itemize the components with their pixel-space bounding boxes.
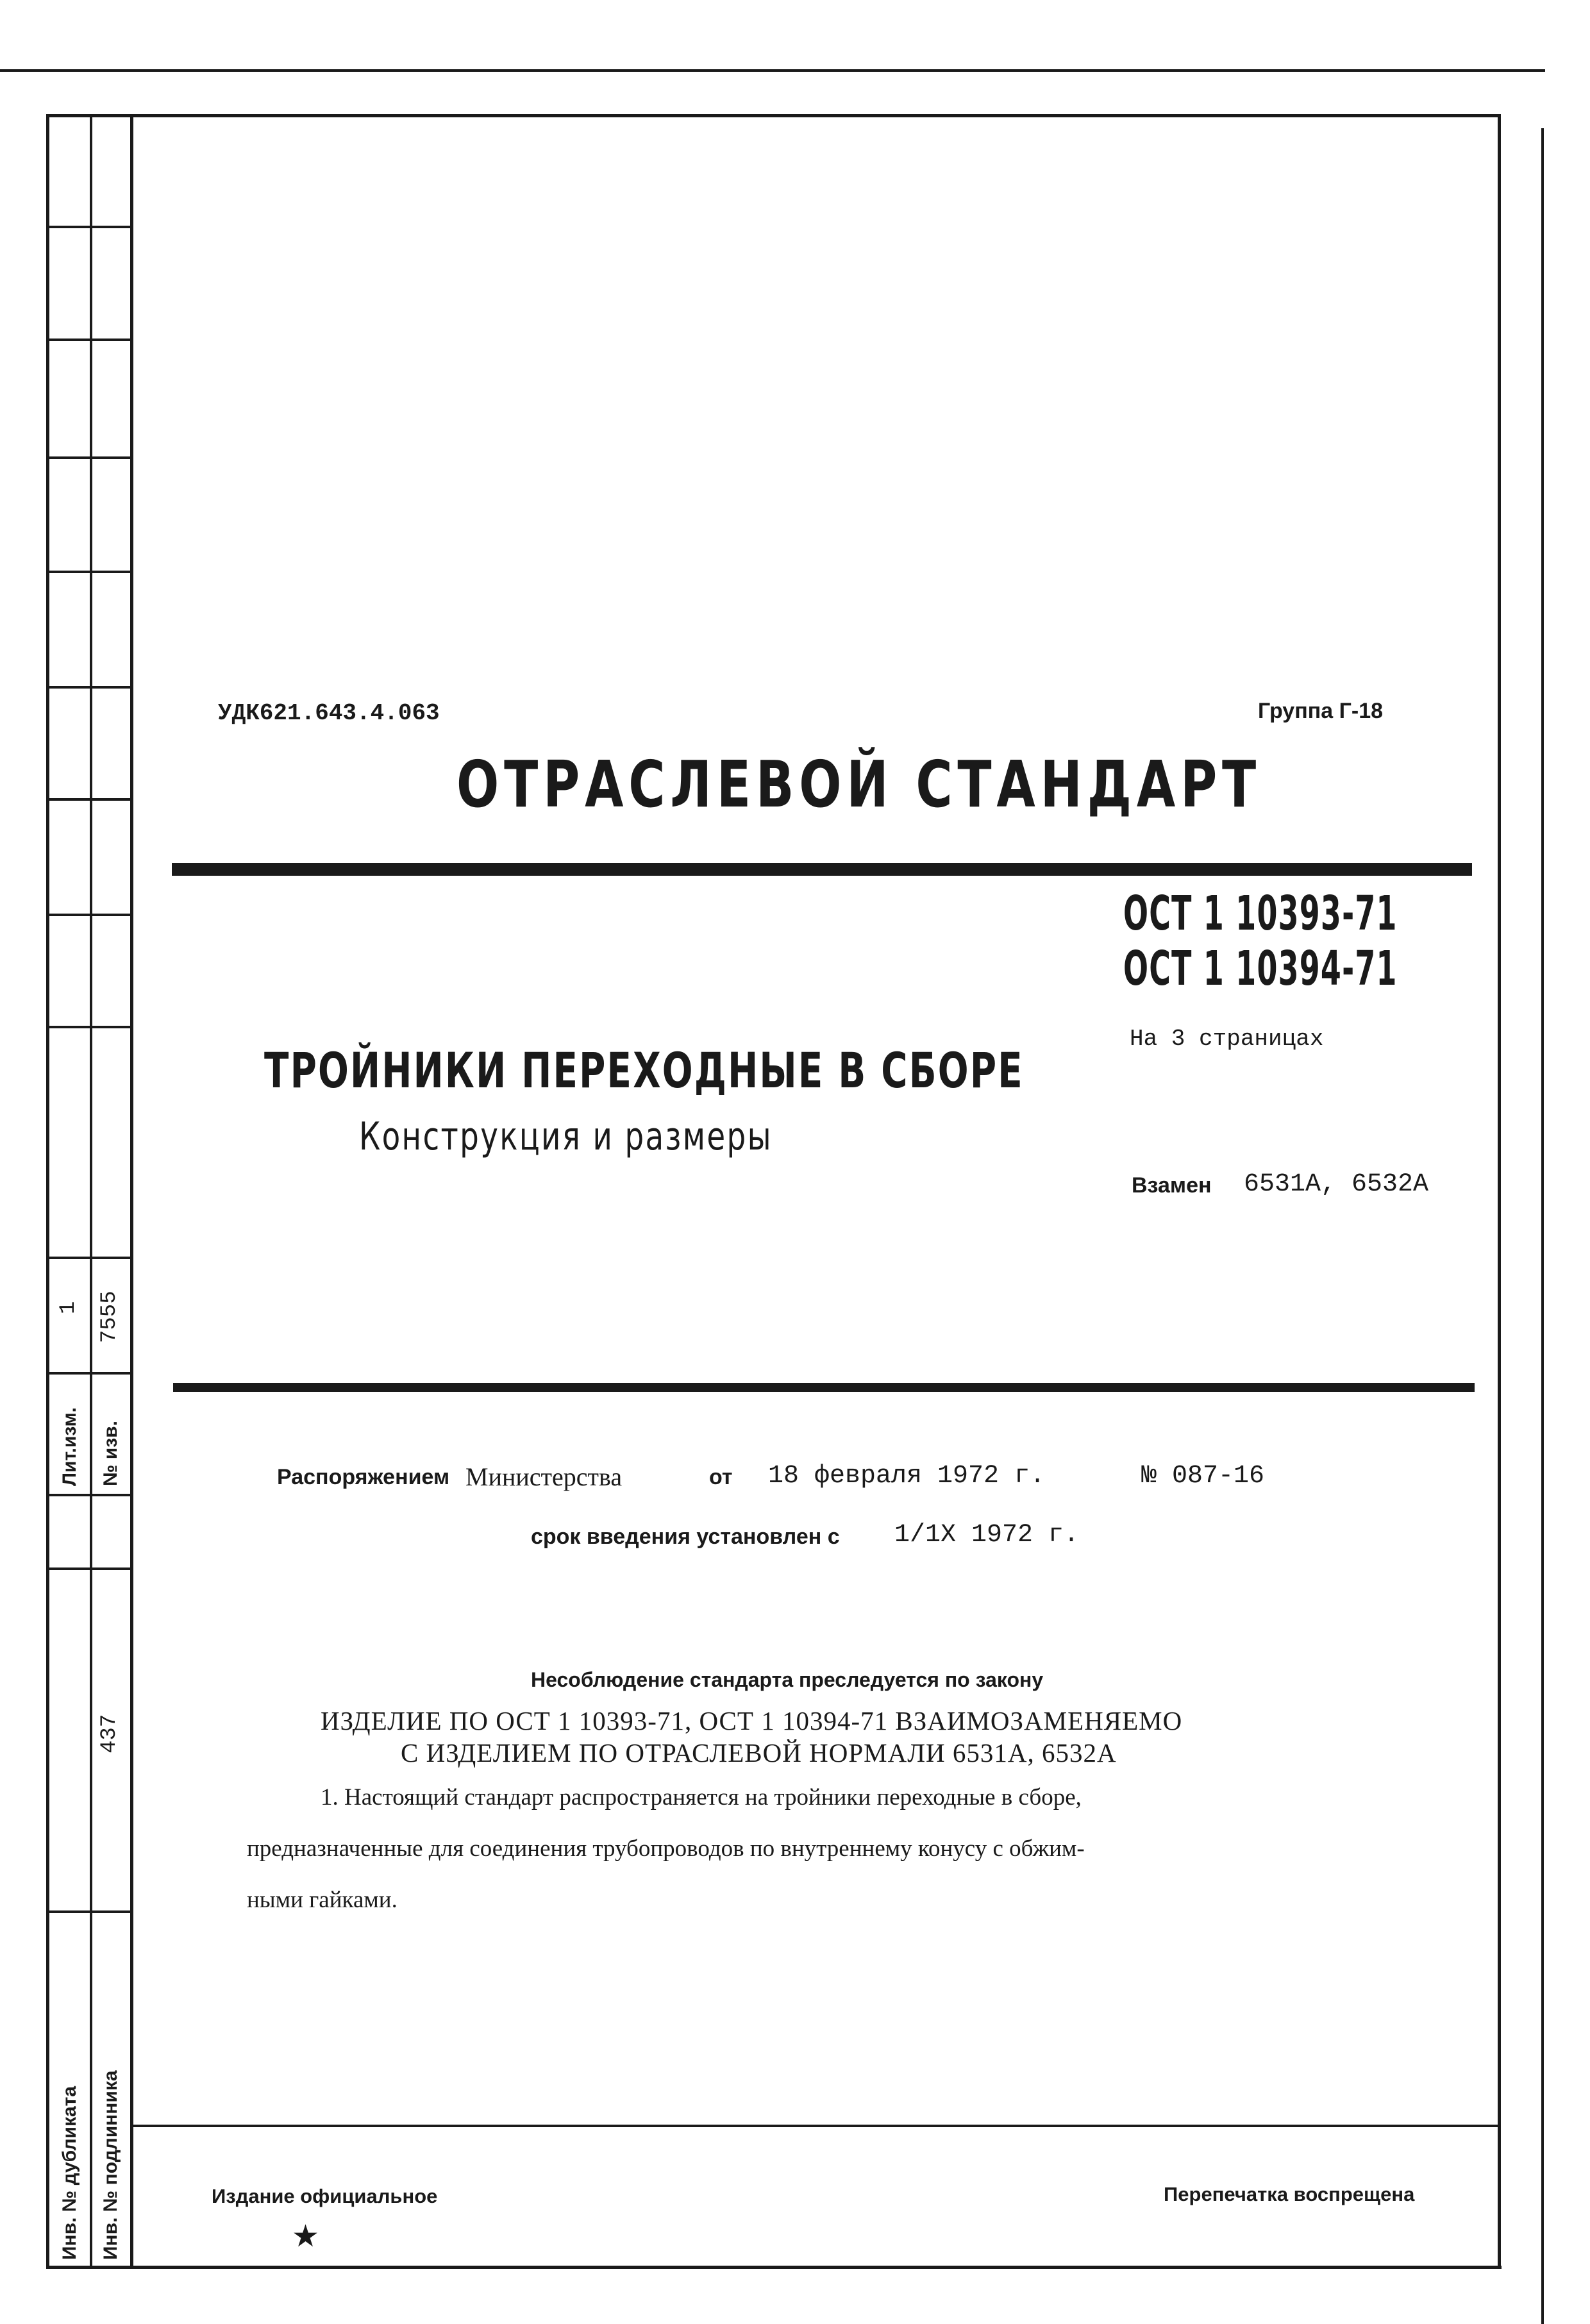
subject-title: ТРОЙНИКИ ПЕРЕХОДНЫЕ В СБОРЕ [264, 1042, 1024, 1099]
subject-subtitle: Конструкция и размеры [359, 1114, 773, 1159]
page-right-edge [1541, 128, 1544, 2324]
legal-warning: Несоблюдение стандарта преследуется по закону [531, 1668, 1044, 1691]
frame-right [1498, 114, 1501, 2268]
replaces-label: Взамен [1132, 1173, 1212, 1198]
paragraph-line-2: предназначенные для соединения трубопроводов по внутреннему конусу с обжим- [247, 1835, 1085, 1862]
frame-inner-left [130, 114, 133, 2268]
designation-1: ОСТ 1 10393-71 [1123, 886, 1398, 941]
frame-top [46, 114, 1500, 117]
designation-2: ОСТ 1 10394-71 [1123, 941, 1398, 996]
order-from: от [709, 1465, 733, 1489]
replaces-value: 6531А, 6532А [1244, 1170, 1429, 1199]
order-date: 18 февраля 1972 г. [768, 1462, 1046, 1491]
official-edition: Издание официальное [212, 2185, 438, 2207]
inv-value: 437 [97, 1714, 122, 1753]
frame-bottom [46, 2266, 1502, 2269]
frame-left [46, 114, 49, 2268]
strip-row-7 [46, 914, 133, 916]
order-number: № 087-16 [1141, 1462, 1265, 1491]
top-scan-line [0, 69, 1545, 72]
star-mark: ★ [292, 2218, 320, 2254]
title-underline [172, 863, 1472, 876]
paragraph-line-1: 1. Настоящий стандарт распространяется на тройники переходные в сборе, [321, 1784, 1082, 1810]
effective-date: 1/1Х 1972 г. [894, 1521, 1080, 1550]
strip-divider [90, 114, 92, 2268]
inv-podl-label: Инв. № подлинника [100, 2070, 121, 2260]
order-label: Распоряжением [277, 1465, 450, 1489]
udk-code: УДК621.643.4.063 [218, 700, 440, 726]
strip-row-1 [46, 226, 133, 228]
footer-rule [131, 2125, 1500, 2127]
inv-dubl-label: Инв. № дубликата [59, 2086, 80, 2260]
strip-row-2 [46, 339, 133, 341]
strip-row-12 [46, 1567, 133, 1570]
strip-row-4 [46, 571, 133, 573]
group-code: Группа Г-18 [1258, 699, 1384, 723]
no-izv-label: № изв. [100, 1421, 121, 1486]
effective-label: срок введения установлен с [531, 1525, 840, 1549]
no-izv-value: 7555 [97, 1291, 122, 1343]
standard-title: ОТРАСЛЕВОЙ СТАНДАРТ [456, 747, 1262, 822]
strip-row-3 [46, 456, 133, 459]
strip-row-8 [46, 1026, 133, 1028]
paragraph-line-3: ными гайками. [247, 1887, 398, 1913]
pages-note: На 3 страницах [1130, 1026, 1324, 1052]
strip-row-10 [46, 1372, 133, 1375]
strip-row-11 [46, 1494, 133, 1496]
interchange-line-1: ИЗДЕЛИЕ ПО ОСТ 1 10393-71, ОСТ 1 10394-71 ВЗАИМОЗАМЕНЯЕМО [321, 1706, 1183, 1735]
order-authority: Министерства [465, 1462, 623, 1491]
interchange-line-2: С ИЗДЕЛИЕМ ПО ОТРАСЛЕВОЙ НОРМАЛИ 6531А, 6532А [401, 1738, 1117, 1768]
section-rule [173, 1383, 1475, 1392]
strip-row-13 [46, 1910, 133, 1913]
reprint-prohibited: Перепечатка воспрещена [1164, 2183, 1415, 2205]
lit-izm-label: Лит.изм. [59, 1407, 80, 1486]
strip-row-6 [46, 798, 133, 801]
strip-row-9 [46, 1257, 133, 1259]
strip-row-5 [46, 686, 133, 689]
lit-izm-value: 1 [56, 1301, 81, 1314]
